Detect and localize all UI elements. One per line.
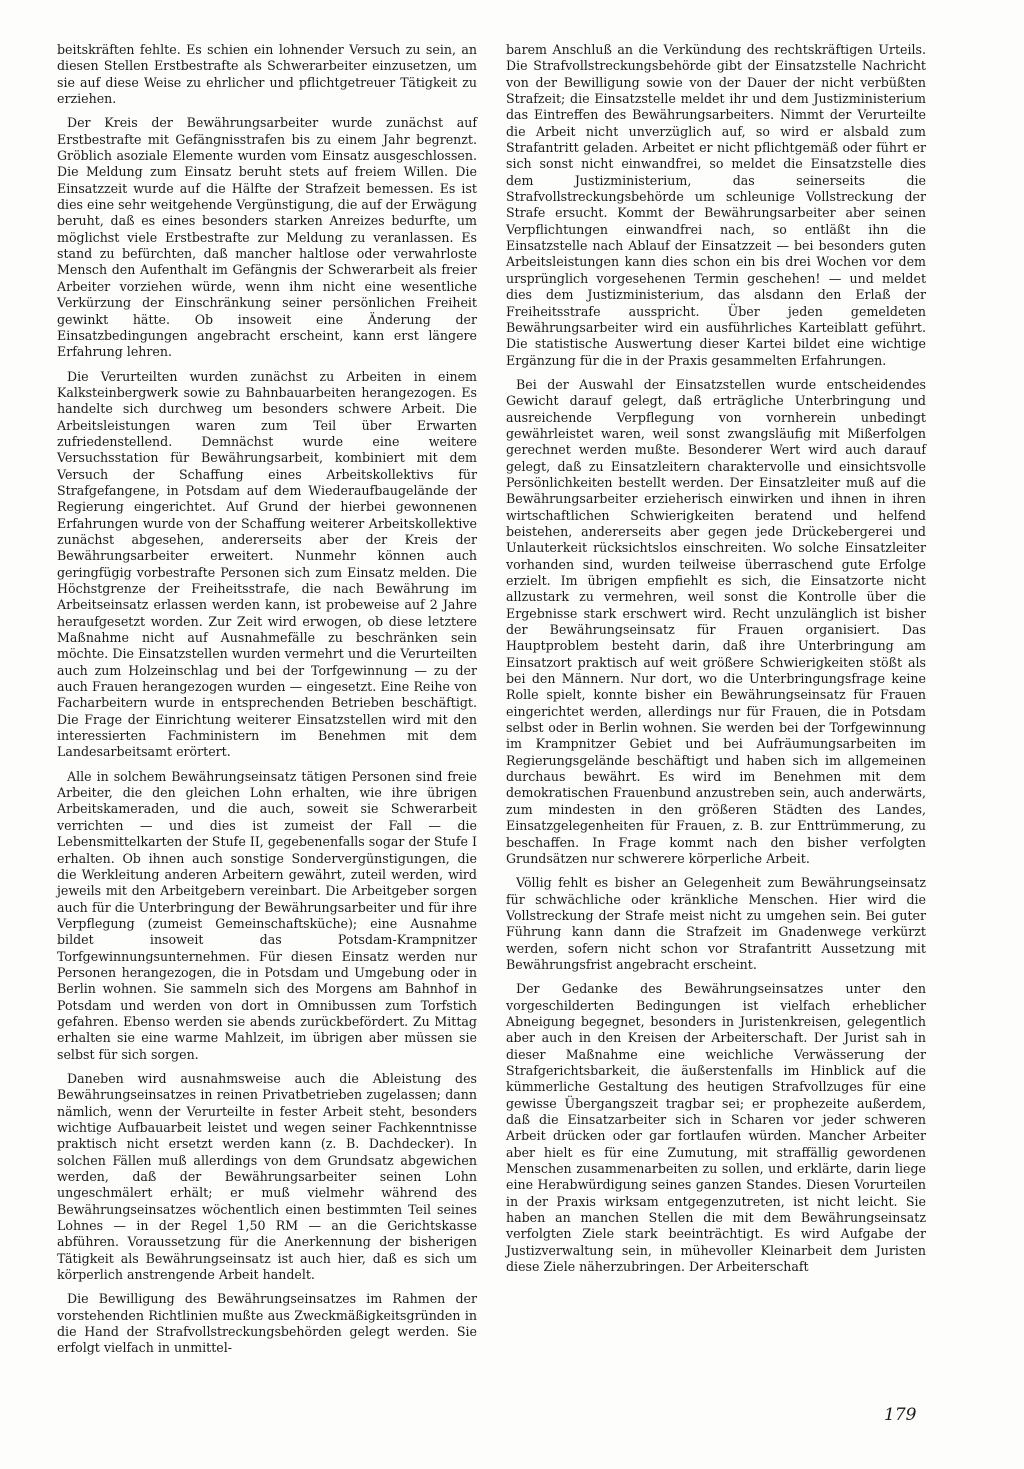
left-text-column: [57, 42, 477, 1365]
paragraph: beitskräften fehlte. Es schien ein lohnender Versuch zu sein, an diesen Stellen Erstbestrafte als Schwerarbeiter einzusetzen, um sie auf diese Weise zu ehrlicher und pflichtgetreuer Tätigkeit zu erziehen.: [57, 42, 477, 107]
paragraph: Die Verurteilten wurden zunächst zu Arbeiten in einem Kalksteinbergwerk sowie zu Bahnbauarbeiten herangezogen. Es handelte sich durchweg um besonders schwere Arbeit. Die Arbeitsleistungen waren zum Teil über Erwarten zufriedenstellend. Demnächst wurde eine weitere Versuchsstation für Bewährungsarbeit, kombiniert mit dem Versuch der Schaffung eines Arbeitskollektivs für Strafgefangene, in Potsdam auf dem Wiederaufbaugelände der Regierung eingerichtet. Auf Grund der hierbei gewonnenen Erfahrungen wurde von der Schaffung weiterer Arbeitskollektive zunächst abgesehen, andererseits aber der Kreis der Bewährungsarbeiter erweitert. Nunmehr können auch geringfügig vorbestrafte Personen sich zum Einsatz melden. Die Höchstgrenze der Freiheitsstrafe, die nach Bewährung im Arbeitseinsatz erlassen werden kann, ist probeweise auf 2 Jahre heraufgesetzt worden. Zur Zeit wird erwogen, ob diese letztere Maßnahme nicht auf Ausnahmefälle zu beschränken sein möchte. Die Einsatzstellen wurden vermehrt und die Verurteilten auch zum Holzeinschlag und bei der Torfgewinnung — zu der auch Frauen herangezogen wurden — eingesetzt. Eine Reihe von Facharbeitern wurde in entsprechenden Betrieben beschäftigt. Die Frage der Einrichtung weiterer Einsatzstellen wird mit den interessierten Fachministern im Benehmen mit dem Landesarbeitsamt erörtert.: [57, 368, 477, 760]
paragraph: Der Gedanke des Bewährungseinsatzes unter den vorgeschilderten Bedingungen ist vielfach erheblicher Abneigung begegnet, besonders in Juristenkreisen, gelegentlich aber auch in den Kreisen der Arbeiterschaft. Der Jurist sah in dieser Maßnahme eine weichliche Verwässerung der Strafgerichtsbarkeit, die äußerstenfalls im Hinblick auf die kümmerliche Gestaltung des heutigen Strafvollzuges für eine gewisse Übergangszeit tragbar sei; er prophezeite außerdem, daß die Einsatzarbeiter sich in Scharen vor jeder schweren Arbeit drücken oder gar fortlaufen würden. Mancher Arbeiter aber hielt es für eine Zumutung, mit straffällig gewordenen Menschen zusammenarbeiten zu sollen, und erklärte, darin liege eine Herabwürdigung seines ganzen Standes. Diesen Vorurteilen in der Praxis wirksam entgegenzutreten, ist nicht leicht. Sie haben an manchen Stellen die mit dem Bewährungseinsatz verfolgten Ziele stark beeinträchtigt. Es wird Aufgabe der Justizverwaltung sein, in mühevoller Kleinarbeit dem Juristen diese Ziele näherzubringen. Der Arbeiterschaft: [506, 981, 926, 1275]
paragraph: Daneben wird ausnahmsweise auch die Ableistung des Bewährungseinsatzes in reinen Privatbetrieben zugelassen; dann nämlich, wenn der Verurteilte in fester Arbeit steht, besonders wichtige Aufbauarbeit leistet und wegen seiner Fachkenntnisse praktisch nicht ersetzt werden kann (z. B. Dachdecker). In solchen Fällen muß allerdings von dem Grundsatz abgewichen werden, daß der Bewährungsarbeiter seinen Lohn ungeschmälert erhält; er muß vielmehr während des Bewährungseinsatzes wöchentlich einen bestimmten Teil seines Lohnes — in der Regel 1,50 RM — an die Gerichtskasse abführen. Voraussetzung für die Anerkennung der bisherigen Tätigkeit als Bewährungseinsatz ist auch hier, daß es sich um körperlich anstrengende Arbeit handelt.: [57, 1070, 477, 1283]
paragraph: Alle in solchem Bewährungseinsatz tätigen Personen sind freie Arbeiter, die den gleichen Lohn erhalten, wie ihre übrigen Arbeitskameraden, und die auch, soweit sie Schwerarbeit verrichten — und dies ist zumeist der Fall — die Lebensmittelkarten der Stufe II, gegebenenfalls sogar der Stufe I erhalten. Ob ihnen auch sonstige Sondervergünstigungen, die die Werkleitung anderen Arbeitern gewährt, zuteil werden, wird jeweils mit den Arbeitgebern vereinbart. Die Arbeitgeber sorgen auch für die Unterbringung der Bewährungsarbeiter und für ihre Verpflegung (zumeist Gemeinschaftsküche); eine Ausnahme bildet insoweit das Potsdam-Krampnitzer Torfgewinnungsunternehmen. Für diesen Einsatz werden nur Personen herangezogen, die in Potsdam und Umgebung oder in Berlin wohnen. Sie sammeln sich des Morgens am Bahnhof in Potsdam und werden von dort in Omnibussen zum Torfstich gefahren. Ebenso werden sie abends zurückbefördert. Zu Mittag erhalten sie eine warme Mahlzeit, im übrigen aber müssen sie selbst für sich sorgen.: [57, 768, 477, 1062]
paragraph: Bei der Auswahl der Einsatzstellen wurde entscheidendes Gewicht darauf gelegt, daß erträgliche Unterbringung und ausreichende Verpflegung von vornherein unbedingt gewährleistet waren, weil sonst zwangsläufig mit Mißerfolgen gerechnet werden mußte. Besonderer Wert wird auch darauf gelegt, daß zu Einsatzleitern charaktervolle und einsichtsvolle Persönlichkeiten bestellt werden. Der Einsatzleiter muß auf die Bewährungsarbeiter erzieherisch einwirken und ihnen in ihren wirtschaftlichen Schwierigkeiten beratend und helfend beistehen, andererseits aber gegen jede Drückebergerei und Unlauterkeit rücksichtslos einschreiten. Wo solche Einsatzleiter vorhanden sind, wurden teilweise überraschend gute Erfolge erzielt. Im übrigen empfiehlt es sich, die Einsatzorte nicht allzustark zu vermehren, weil sonst die Kontrolle über die Ergebnisse stark erschwert wird. Recht unzulänglich ist bisher der Bewährungseinsatz für Frauen organisiert. Das Hauptproblem besteht darin, daß ihre Unterbringung am Einsatzort praktisch auf weit größere Schwierigkeiten stößt als bei den Männern. Nur dort, wo die Unterbringungsfrage keine Rolle spielt, konnte bisher ein Bewährungseinsatz für Frauen eingerichtet werden, allerdings nur für Frauen, die in Potsdam selbst oder in Berlin wohnen. Sie werden bei der Torfgewinnung im Krampnitzer Gebiet und bei Aufräumungsarbeiten im Regierungsgelände beschäftigt und haben sich im allgemeinen durchaus bewährt. Es wird im Benehmen mit dem demokratischen Frauenbund anzustreben sein, auch anderwärts, zum mindesten in den größeren Städten des Landes, Einsatzgelegenheiten für Frauen, z. B. zur Enttrümmerung, zu beschaffen. In Frage kommt nach den bisher verfolgten Grundsätzen nur schwerere körperliche Arbeit.: [506, 376, 926, 866]
right-text-column: [506, 42, 926, 1283]
paragraph: Völlig fehlt es bisher an Gelegenheit zum Bewährungseinsatz für schwächliche oder kränkliche Menschen. Hier wird die Vollstreckung der Strafe meist nicht zu umgehen sein. Bei guter Führung kann dann die Strafzeit im Gnadenwege verkürzt werden, sofern nicht schon vor Strafantritt Aussetzung mit Bewährungsfrist angebracht erscheint.: [506, 875, 926, 972]
paragraph: Der Kreis der Bewährungsarbeiter wurde zunächst auf Erstbestrafte mit Gefängnisstrafen bis zu einem Jahr begrenzt. Gröblich asoziale Elemente wurden vom Einsatz ausgeschlossen. Die Meldung zum Einsatz beruht stets auf freiem Willen. Die Einsatzzeit wurde auf die Hälfte der Strafzeit bemessen. Es ist dies eine sehr weitgehende Vergünstigung, die auf der Erwägung beruht, daß es eines besonders starken Anreizes bedurfte, um möglichst viele Erstbestrafte zur Meldung zu veranlassen. Es stand zu befürchten, daß mancher haltlose oder verwahrloste Mensch den Aufenthalt im Gefängnis der Schwerarbeit als freier Arbeiter vorziehen würde, wenn ihm nicht eine wesentliche Verkürzung der Einschränkung seiner persönlichen Freiheit gewinkt hätte. Ob insoweit eine Änderung der Einsatzbedingungen angebracht erscheint, kann erst längere Erfahrung lehren.: [57, 115, 477, 360]
paragraph: barem Anschluß an die Verkündung des rechtskräftigen Urteils. Die Strafvollstreckungsbehörde gibt der Einsatzstelle Nachricht von der Bewilligung sowie von der Dauer der nicht verbüßten Strafzeit; die Einsatzstelle meldet ihr und dem Justizministerium das Eintreffen des Bewährungsarbeiters. Nimmt der Verurteilte die Arbeit nicht unverzüglich auf, so wird er alsbald zum Strafantritt geladen. Arbeitet er nicht pflichtgemäß oder führt er sich sonst nicht einwandfrei, so meldet die Einsatzstelle dies dem Justizministerium, das seinerseits die Strafvollstreckungsbehörde um schleunige Vollstreckung der Strafe ersucht. Kommt der Bewährungsarbeiter aber seinen Verpflichtungen einwandfrei nach, so entläßt ihn die Einsatzstelle nach Ablauf der Einsatzzeit — bei besonders guten Arbeitsleistungen kann dies schon ein bis drei Wochen vor dem ursprünglich vorgesehenen Termin geschehen! — und meldet dies dem Justizministerium, das alsdann den Erlaß der Freiheitsstrafe ausspricht. Über jeden gemeldeten Bewährungsarbeiter wird ein ausführliches Karteiblatt geführt. Die statistische Auswertung dieser Kartei bildet eine wichtige Ergänzung für die in der Praxis gesammelten Erfahrungen.: [506, 42, 926, 368]
paragraph: Die Bewilligung des Bewährungseinsatzes im Rahmen der vorstehenden Richtlinien mußte aus Zweckmäßigkeitsgründen in die Hand der Strafvollstreckungsbehörden gelegt werden. Sie erfolgt vielfach in unmittel-: [57, 1291, 477, 1356]
page-number: 179: [884, 1405, 917, 1425]
